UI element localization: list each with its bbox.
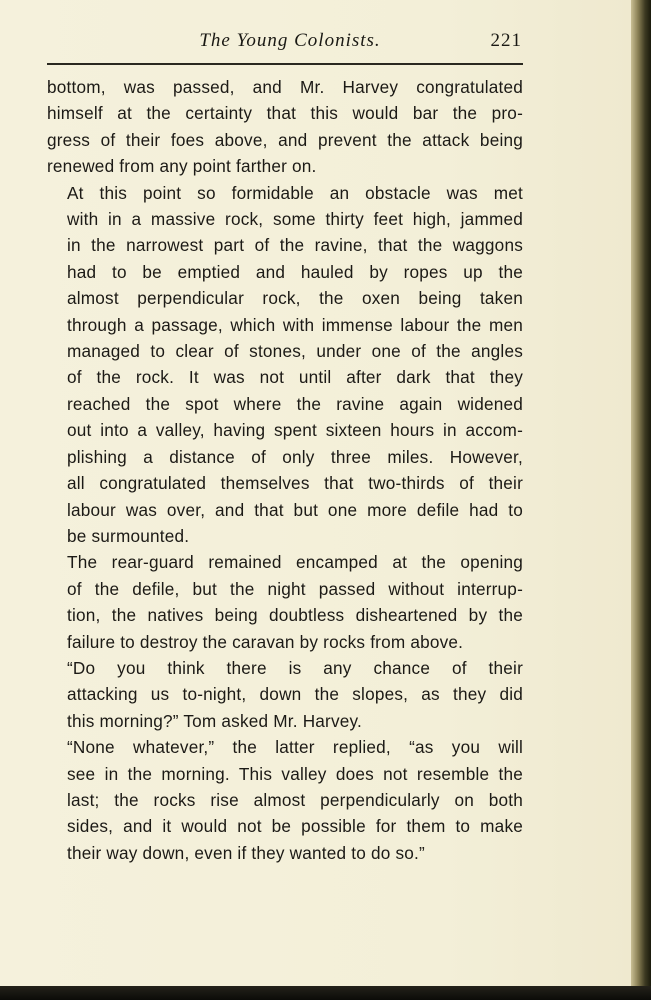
- paragraph: [47, 549, 523, 655]
- text-line: had to be emptied and hauled by ropes up the: [67, 261, 523, 282]
- scan-bottom-edge: [0, 986, 651, 1000]
- text-line: almost perpendicular rock, the oxen being taken: [67, 288, 523, 309]
- paragraph: [47, 74, 523, 180]
- text-line: this morning?” Tom asked Mr. Harvey.: [67, 710, 363, 731]
- running-head: The Young Colonists.: [199, 30, 381, 51]
- text-line: with in a massive rock, some thirty feet high, jammed: [67, 209, 523, 230]
- text-line: last; the rocks rise almost perpendicularly on both: [67, 789, 523, 810]
- text-line: gress of their foes above, and prevent the attack being: [47, 129, 523, 150]
- paragraph: [47, 655, 523, 734]
- text-line: be surmounted.: [67, 525, 190, 546]
- text-line: himself at the certainty that this would bar the pro-: [47, 103, 523, 124]
- text-line: reached the spot where the ravine again widened: [67, 393, 523, 414]
- text-line: The rear-guard remained encamped at the opening: [67, 552, 523, 573]
- text-line: all congratulated themselves that two-thirds of their: [67, 473, 523, 494]
- text-line: through a passage, which with immense labour the men: [67, 314, 523, 335]
- text-line: of the defile, but the night passed without interrup-: [67, 578, 523, 599]
- text-line: “None whatever,” the latter replied, “as you will: [67, 737, 523, 758]
- text-line: “Do you think there is any chance of their: [67, 657, 523, 678]
- text-line: bottom, was passed, and Mr. Harvey congratulated: [47, 77, 523, 97]
- paragraph: [47, 734, 523, 866]
- text-line: labour was over, and that but one more defile had to: [67, 499, 523, 520]
- text-line: in the narrowest part of the ravine, that the waggons: [67, 235, 523, 256]
- text-line: attacking us to-night, down the slopes, as they did: [67, 684, 523, 705]
- text-line: out into a valley, having spent sixteen hours in accom-: [67, 420, 523, 441]
- text-line: see in the morning. This valley does not resemble the: [67, 763, 523, 784]
- text-line: failure to destroy the caravan by rocks from above.: [67, 631, 464, 652]
- text-line: managed to clear of stones, under one of the angles: [67, 341, 523, 362]
- paragraph: [47, 180, 523, 550]
- text-line: renewed from any point farther on.: [47, 156, 317, 177]
- text-line: At this point so formidable an obstacle was met: [67, 182, 523, 203]
- text-line: sides, and it would not be possible for them to make: [67, 816, 523, 837]
- book-spine-edge: [631, 0, 651, 1000]
- text-line: of the rock. It was not until after dark that they: [67, 367, 523, 388]
- body-text: [47, 74, 523, 866]
- text-line: plishing a distance of only three miles. However,: [67, 446, 523, 467]
- text-line: tion, the natives being doubtless disheartened by the: [67, 605, 523, 626]
- text-line: their way down, even if they wanted to do so.”: [67, 842, 425, 863]
- header-rule: [47, 63, 523, 65]
- page-number: 221: [490, 30, 522, 51]
